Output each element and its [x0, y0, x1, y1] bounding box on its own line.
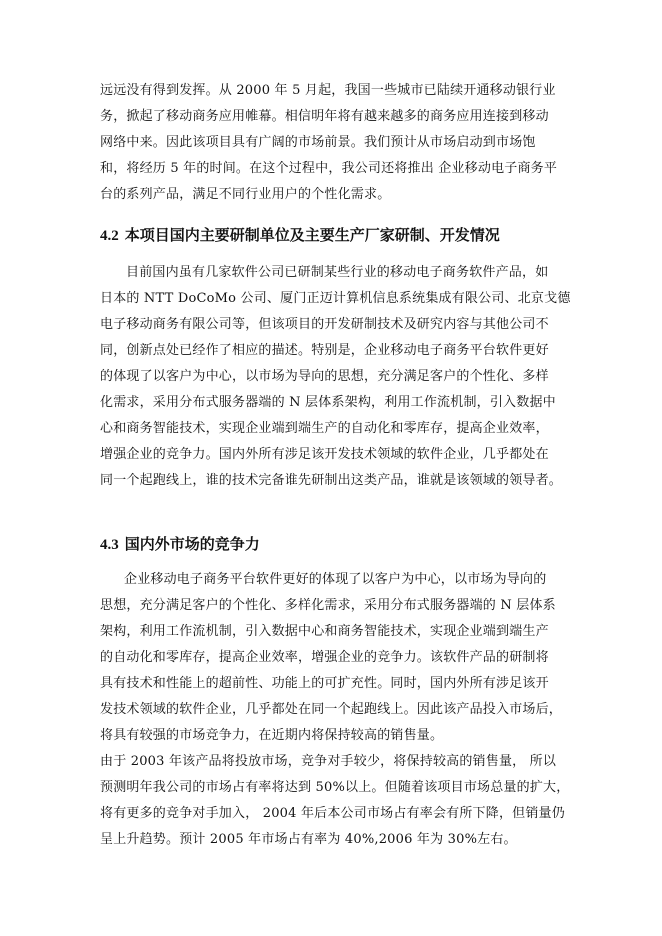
- text-line: 将有更多的竞争对手加入， 2004 年后本公司市场占有率会有所下降，但销量仍: [100, 806, 565, 821]
- text-line: 台的系列产品，满足不同行业用户的个性化需求。: [100, 187, 391, 202]
- section-title: 国内外市场的竞争力: [124, 535, 260, 553]
- text-line: 增强企业的竞争力。国内外所有涉足该开发技术领域的软件企业，几乎都处在: [100, 447, 549, 462]
- section-number: 4.3: [100, 537, 119, 553]
- text-line: 由于 2003 年该产品将投放市场，竞争对手较少，将保持较高的销售量， 所以: [100, 754, 557, 769]
- text-line: 的自动化和零库存，提高企业效率，增强企业的竞争力。该软件产品的研制将: [100, 650, 549, 665]
- section-number: 4.2: [100, 228, 119, 244]
- section-title: 本项目国内主要研制单位及主要生产厂家研制、开发情况: [124, 226, 500, 244]
- text-line: 网络中来。因此该项目具有广阔的市场前景。我们预计从市场启动到市场饱: [100, 135, 536, 150]
- text-line: 日本的 NTT DoCoMo 公司、厦门正迈计算机信息系统集成有限公司、北京戈德: [100, 291, 571, 306]
- text-line: 架构，利用工作流机制，引入数据中心和商务智能技术，实现企业端到端生产: [100, 624, 549, 639]
- text-line: 的体现了以客户为中心，以市场为导向的思想，充分满足客户的个性化、多样: [100, 369, 549, 384]
- text-line: 化需求，采用分布式服务器端的 N 层体系架构，利用工作流机制，引入数据中: [100, 395, 556, 410]
- text-line: 心和商务智能技术，实现企业端到端生产的自动化和零库存，提高企业效率，: [100, 421, 549, 436]
- text-line: 目前国内虽有几家软件公司已研制某些行业的移动电子商务软件产品，如: [126, 265, 549, 280]
- text-line: 和，将经历 5 年的时间。在这个过程中，我公司还将推出 企业移动电子商务平: [100, 161, 558, 176]
- text-line: 发技术领域的软件企业，几乎都处在同一个起跑线上。因此该产品投入市场后，: [100, 702, 563, 717]
- text-line: 远远没有得到发挥。从 2000 年 5 月起，我国一些城市已陆续开通移动银行业: [100, 83, 556, 98]
- text-line: 同，创新点处已经作了相应的描述。特别是，企业移动电子商务平台软件更好: [100, 343, 549, 358]
- text-line: 将具有较强的市场竞争力，在近期内将保持较高的销售量。: [100, 728, 444, 743]
- text-line: 呈上升趋势。预计 2005 年市场占有率为 40%,2006 年为 30%左右。: [100, 832, 517, 847]
- text-line: 同一个起跑线上，谁的技术完备谁先研制出这类产品，谁就是该领域的领导者。: [100, 473, 563, 488]
- text-line: 预测明年我公司的市场占有率将达到 50%以上。但随着该项目市场总量的扩大，: [100, 780, 570, 795]
- section-heading-4-3: [100, 535, 260, 554]
- text-line: 务，掀起了移动商务应用帷幕。相信明年将有越来越多的商务应用连接到移动: [100, 109, 549, 124]
- section-heading-4-2: [100, 226, 500, 245]
- text-line: 企业移动电子商务平台软件更好的体现了以客户为中心，以市场为导向的: [124, 572, 547, 587]
- text-line: 思想，充分满足客户的个性化、多样化需求，采用分布式服务器端的 N 层体系: [100, 598, 556, 613]
- text-line: 电子移动商务有限公司等，但该项目的开发研制技术及研究内容与其他公司不: [100, 317, 549, 332]
- text-line: 具有技术和性能上的超前性、功能上的可扩充性。同时，国内外所有涉足该开: [100, 676, 549, 691]
